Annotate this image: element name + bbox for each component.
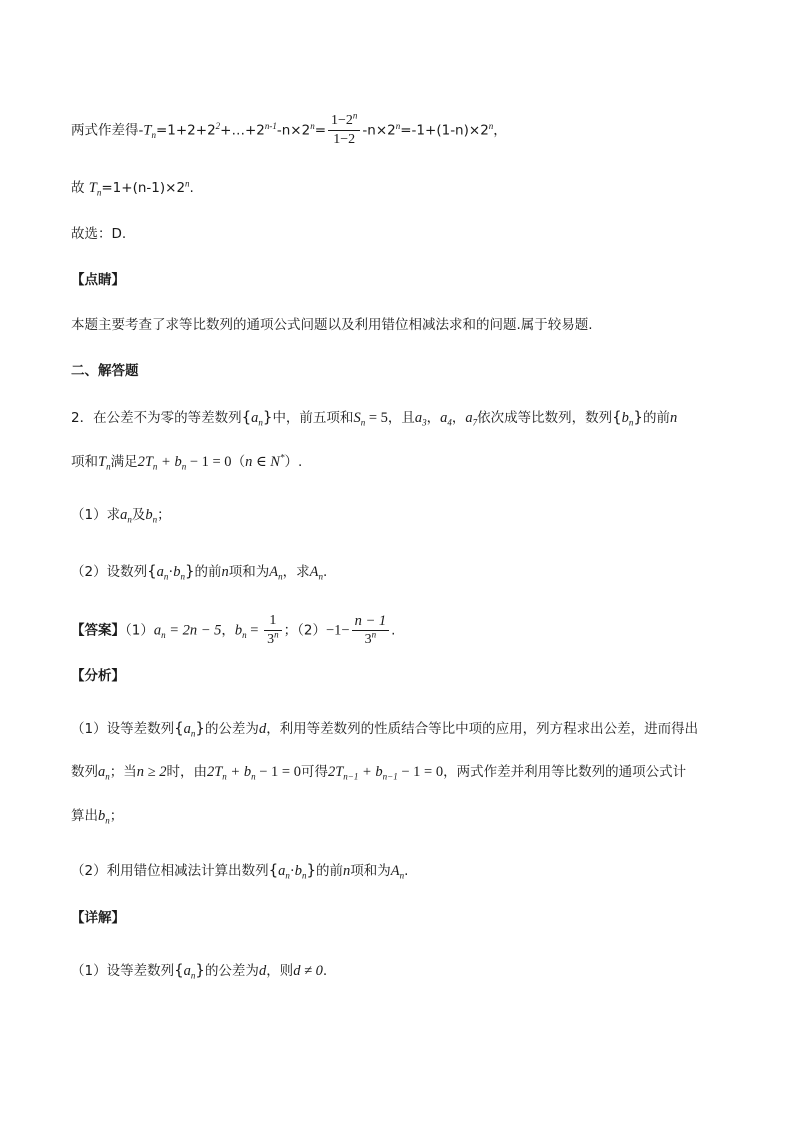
math-expr: = 5 <box>365 410 388 426</box>
question-part-2 <box>71 561 327 582</box>
math-op: · <box>289 863 295 879</box>
subscript: n <box>278 571 283 582</box>
math-var: n <box>343 863 351 879</box>
math-expr: d ≠ 0 <box>293 963 323 979</box>
superscript: * <box>279 452 285 463</box>
subscript: n−1 <box>343 771 359 782</box>
text: ；当 <box>109 764 137 780</box>
text: 的前 <box>316 863 344 879</box>
math-var: n <box>669 410 678 426</box>
superscript: n <box>185 178 190 189</box>
solution-line-1 <box>71 960 327 981</box>
text: 的公差为 <box>204 721 259 737</box>
problem-statement-line-1 <box>71 407 677 428</box>
math-var: A <box>390 863 400 879</box>
text: =1+(n-1)×2 <box>101 180 186 196</box>
analysis-line-3 <box>71 806 123 826</box>
text: ； <box>157 507 171 523</box>
text: ， <box>493 122 507 139</box>
math-var: a <box>183 963 191 979</box>
analysis-line-1 <box>71 718 698 739</box>
math-var: a <box>251 410 259 426</box>
text: 两式作差得- <box>71 122 144 139</box>
math-expr: + b <box>226 764 252 780</box>
math-var: n <box>221 564 229 580</box>
question-part-1 <box>71 505 171 525</box>
superscript: n <box>352 110 358 121</box>
math-var: T <box>98 454 107 470</box>
math-op: · <box>168 564 174 580</box>
fraction-numerator: 1−2 <box>331 113 353 128</box>
text: 时，由 <box>166 764 207 780</box>
subscript: n <box>180 571 185 582</box>
fraction-numerator: 1 <box>264 612 282 631</box>
brace-close: } <box>633 408 643 426</box>
subscript: n−1 <box>382 771 398 782</box>
math-expr: 2T <box>327 764 344 780</box>
text: 的公差为 <box>204 963 259 979</box>
text: ）. <box>284 454 303 470</box>
subscript: n <box>242 630 247 641</box>
text: （1） <box>125 622 154 639</box>
section-heading: 二、解答题 <box>71 363 139 379</box>
subscript: n <box>190 728 196 739</box>
text: . <box>391 622 396 639</box>
math-var: A <box>309 564 319 580</box>
subscript: n <box>258 417 263 428</box>
text: = <box>314 122 327 139</box>
subscript: n <box>127 514 132 525</box>
math-var: a <box>156 564 164 580</box>
fraction <box>352 612 390 649</box>
math-var: b <box>173 564 181 580</box>
text: 数列 <box>71 764 98 780</box>
text: ，两式作差并利用等比数列的通项公式计 <box>443 764 687 780</box>
text: 项和为 <box>350 863 391 879</box>
brace-close: } <box>306 861 317 879</box>
text: 2．在公差不为零的等差数列 <box>71 410 242 426</box>
text: 的前 <box>642 410 670 426</box>
subscript: n <box>301 870 307 881</box>
text: 的前 <box>194 564 222 580</box>
analysis-line-4 <box>71 860 408 881</box>
text: 中，前五项和 <box>272 410 354 426</box>
conclusion-line <box>71 178 194 198</box>
text: . <box>323 564 328 580</box>
subscript: n <box>96 187 102 198</box>
fraction-denominator: 1−2 <box>333 132 356 147</box>
superscript: n <box>488 121 494 131</box>
math-var: a <box>120 507 128 523</box>
brace-close: } <box>184 562 195 580</box>
text: =-1+(1-n)×2 <box>400 122 489 139</box>
subscript: 4 <box>447 417 452 428</box>
math-op: = <box>246 622 263 639</box>
subscript: n <box>285 870 290 881</box>
comment-text: 本题主要考查了求等比数列的通项公式问题以及利用错位相减法求和的问题.属于较易题. <box>71 317 593 333</box>
subscript: n <box>360 417 366 428</box>
text: ，则 <box>266 963 294 979</box>
text: （2）利用错位相减法计算出数列 <box>71 863 269 879</box>
text: （2） <box>297 622 326 639</box>
text: 满足 <box>110 454 138 470</box>
section-label-comment: 【点睛】 <box>71 272 125 288</box>
subscript: n <box>190 970 196 981</box>
brace-close: } <box>195 961 205 979</box>
math-expr: −1− <box>325 622 350 639</box>
text: （1）设等差数列 <box>71 721 175 737</box>
math-var: T <box>88 180 97 196</box>
brace-open: { <box>174 961 184 979</box>
text: . <box>322 963 328 979</box>
math-expr: − 1 = 0 <box>255 764 301 780</box>
math-var: A <box>269 564 279 580</box>
math-expr: + b <box>358 764 383 780</box>
subscript: n <box>106 461 111 472</box>
section-label-analysis: 【分析】 <box>71 668 125 684</box>
subscript: n <box>152 514 158 525</box>
math-var: b <box>234 622 243 639</box>
subscript: n <box>251 771 256 782</box>
subscript: n <box>222 771 227 782</box>
superscript: n <box>274 629 279 640</box>
subscript: n <box>161 630 166 641</box>
math-var: a <box>278 863 286 879</box>
brace-close: } <box>262 408 273 426</box>
subscript: n <box>163 571 169 582</box>
fraction <box>264 612 282 649</box>
fraction-denominator: 3 <box>267 632 275 647</box>
math-expr: n ∈ N <box>245 454 280 470</box>
math-var: a <box>153 622 162 639</box>
text: ， <box>451 410 466 426</box>
text: ， <box>426 410 441 426</box>
subscript: 7 <box>472 417 478 428</box>
analysis-line-2 <box>71 762 686 782</box>
math-var: b <box>145 507 153 523</box>
math-expr: − 1 = 0 <box>397 764 444 780</box>
superscript: n <box>371 629 377 640</box>
subscript: n <box>399 870 405 881</box>
problem-statement-line-2 <box>71 452 302 472</box>
text: . <box>189 180 194 196</box>
text: 项和 <box>71 454 98 470</box>
text: ，利用等差数列的性质结合等比中项的应用，列方程求出公差，进而得出 <box>266 721 699 737</box>
text: （ <box>231 454 246 470</box>
brace-open: { <box>612 408 622 426</box>
math-expr: = 2n − 5 <box>165 622 222 639</box>
text: 依次成等比数列，数列 <box>477 410 613 426</box>
brace-close: } <box>195 719 205 737</box>
text: （1）求 <box>71 507 121 523</box>
subscript: n <box>151 130 156 141</box>
math-var: a <box>465 410 473 426</box>
math-expr: 2T <box>206 764 223 780</box>
answer-line <box>71 612 395 649</box>
text: -n×2 <box>362 122 396 139</box>
superscript: n <box>310 121 315 131</box>
text: +…+2 <box>220 122 265 139</box>
section-label-solution: 【详解】 <box>71 910 125 926</box>
math-var: S <box>353 410 361 426</box>
subscript: n <box>105 815 110 826</box>
math-expr: n ≥ 2 <box>136 764 167 780</box>
text: 及 <box>131 507 146 523</box>
subscript: n <box>181 461 187 472</box>
answer-label: 【答案】 <box>71 622 125 639</box>
fraction <box>328 112 360 149</box>
text: ； <box>283 622 298 639</box>
math-expr: + b <box>157 454 182 470</box>
math-var: d <box>258 963 267 979</box>
text: 算出 <box>71 808 98 824</box>
math-var: b <box>294 863 302 879</box>
text: （2）设数列 <box>71 564 148 580</box>
text: . <box>404 863 409 879</box>
superscript: n <box>395 121 401 131</box>
text: -n×2 <box>276 122 311 139</box>
math-var: a <box>440 410 448 426</box>
derivation-line <box>71 112 507 149</box>
math-var: a <box>98 764 106 780</box>
text: 可得 <box>300 764 328 780</box>
text: 项和为 <box>228 564 270 580</box>
math-expr: − 1 = 0 <box>186 454 232 470</box>
subscript: n <box>628 417 634 428</box>
subscript: n <box>318 571 323 582</box>
text: ，求 <box>282 564 310 580</box>
brace-open: { <box>268 861 279 879</box>
math-var: b <box>621 410 629 426</box>
subscript: n <box>105 771 110 782</box>
fraction-denominator: 3 <box>364 632 372 647</box>
text: 故 <box>71 180 89 196</box>
math-var: a <box>183 721 191 737</box>
subscript: n <box>152 461 158 472</box>
text: （1）设等差数列 <box>71 963 175 979</box>
brace-open: { <box>147 562 157 580</box>
math-var: T <box>143 122 152 139</box>
fraction-numerator: n − 1 <box>352 612 390 631</box>
text: ， <box>221 622 235 639</box>
superscript: 2 <box>215 121 221 131</box>
brace-open: { <box>241 408 252 426</box>
math-var: a <box>414 410 423 426</box>
subscript: 3 <box>422 417 427 428</box>
answer-choice-line: 故选：D. <box>71 226 127 242</box>
text: =1+2+2 <box>155 122 216 139</box>
superscript: n-1 <box>264 121 277 131</box>
text: ； <box>109 808 124 824</box>
brace-open: { <box>174 719 184 737</box>
math-expr: 2T <box>137 454 153 470</box>
math-var: d <box>258 721 267 737</box>
math-var: b <box>98 808 106 824</box>
text: ，且 <box>387 410 415 426</box>
